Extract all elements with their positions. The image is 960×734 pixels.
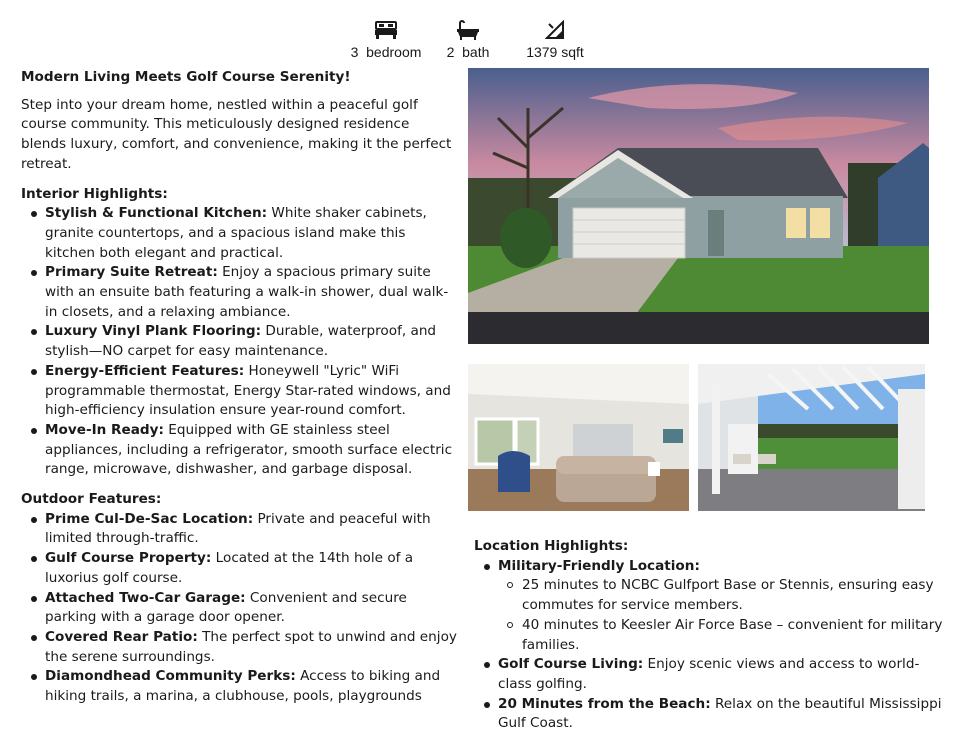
item-text: Relax on the beautiful Mississippi Gulf Coast. [498,695,942,732]
item-text: Private and peaceful with limited through-traffic. [45,510,431,547]
list-item [474,557,944,656]
item-title: Golf Course Living: [498,656,644,673]
list-item [21,204,457,263]
list-item [21,421,457,480]
listing-headline: Modern Living Meets Golf Course Serenity! [21,69,351,85]
item-title: Primary Suite Retreat: [45,264,218,281]
item-title: Energy-Efficient Features: [45,362,245,379]
location-column [474,537,944,734]
item-text: Enjoy a spacious primary suite with an ensuite bath featuring a walk-in shower, dual walk-in closets, and a relaxing ambiance. [45,264,449,320]
location-list [474,557,944,734]
item-text: Convenient and secure parking with a garage door opener. [45,589,407,626]
list-item [21,589,457,628]
living-room-photo [468,364,689,511]
item-title: Military-Friendly Location: [498,557,700,574]
item-text: White shaker cabinets, granite countertops, and a spacious island make this kitchen both elegant and practical. [45,205,427,261]
item-text: Durable, waterproof, and stylish—NO carpet for easy maintenance. [45,323,437,360]
item-title: Gulf Course Property: [45,550,212,567]
item-text: Access to biking and hiking trails, a marina, a clubhouse, pools, playgrounds [45,668,441,705]
item-title: Covered Rear Patio: [45,628,198,645]
item-text: Located at the 14th hole of a luxorius golf course. [45,550,414,586]
item-title: Attached Two-Car Garage: [45,589,246,606]
item-text: The perfect spot to unwind and enjoy the serene surroundings. [45,628,457,665]
bedroom-count: 3 bedroom [350,44,422,60]
item-title: Luxury Vinyl Plank Flooring: [45,323,262,340]
item-text: Enjoy scenic views and access to world-class golfing. [498,656,920,692]
interior-list [21,204,457,480]
list-item [474,655,944,694]
description-column [21,68,457,707]
interior-heading: Interior Highlights: [21,185,168,202]
exterior-photo [468,68,929,344]
list-item [21,263,457,322]
patio-photo [698,364,925,511]
list-item [474,695,944,734]
outdoor-list [21,510,457,707]
item-title: Diamondhead Community Perks: [45,668,296,685]
sqft-stat [500,14,610,60]
item-title: 20 Minutes from the Beach: [498,695,711,712]
military-sublist [498,576,944,655]
property-stats [0,14,960,64]
item-title: Stylish & Functional Kitchen: [45,205,268,222]
item-text: Honeywell "Lyric" WiFi programmable thermostat, Energy Star-rated windows, and high-efficiency insulation ensure year-round comfort. [45,362,451,419]
intro-paragraph: Step into your dream home, nestled within a peaceful golf course community. This meticulously designed residence blends luxury, comfort, and convenience, making it the perfect retreat. [21,96,452,172]
item-title: Move-In Ready: [45,421,164,438]
list-item [21,628,457,667]
list-item [21,549,457,588]
set-square-icon [500,14,610,40]
item-title: Prime Cul-De-Sac Location: [45,510,254,527]
sub-list-item: 25 minutes to NCBC Gulfport Base or Stennis, ensuring easy commutes for service members. [498,576,944,615]
list-item [21,667,457,706]
outdoor-heading: Outdoor Features: [21,491,162,508]
list-item [21,322,457,361]
list-item [21,510,457,549]
sub-list-item: 40 minutes to Keesler Air Force Base – convenient for military families. [498,616,944,655]
bath-count: 2 bath [446,44,490,60]
list-item [21,362,457,421]
location-heading: Location Highlights: [474,538,629,554]
item-text: Equipped with GE stainless steel appliances, including a refrigerator, smooth surface electric range, microwave, dishwasher, and garbage disposal. [45,421,453,478]
square-footage: 1379 sqft [526,44,584,60]
